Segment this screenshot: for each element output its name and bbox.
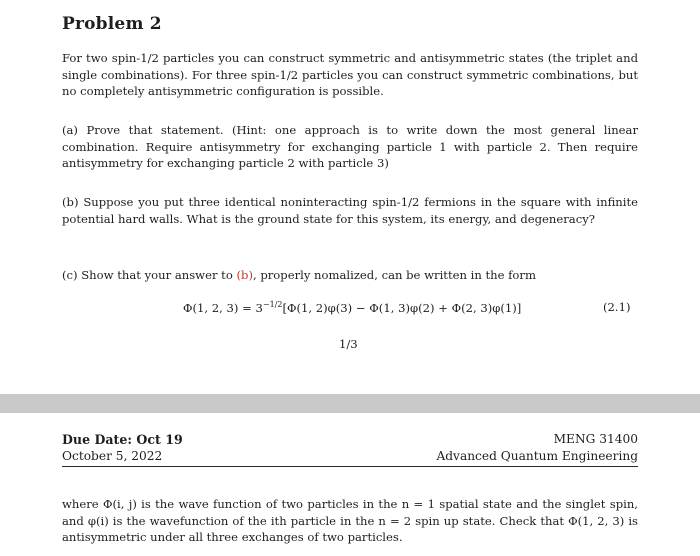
part-b-text: (b) Suppose you put three identical noninteracting spin-1/2 fermions in the square with infinite potential hard walls. What is the ground state for this system, its energy, and degeneracy?: [62, 195, 638, 226]
page-separator: [0, 394, 700, 413]
equation-number: (2.1): [603, 300, 631, 314]
problem-intro: For two spin-1/2 particles you can construct symmetric and antisymmetric states (the triplet and single combinations). For three spin-1/2 particles you can construct symmetric combinations, but no completely antisymmetric configuration is possible.: [62, 51, 638, 98]
part-c-suffix: , properly nomalized, can be written in the form: [252, 268, 536, 282]
part-c-prefix: (c) Show that your answer to: [62, 268, 237, 282]
part-a-text: (a) Prove that statement. (Hint: one approach is to write down the most general linear combination. Require antisymmetry for exchanging particle 1 with particle 2. Then require antisymmetry for exchanging particle 2 with particle 3): [62, 123, 638, 170]
equation-2-1: [183, 300, 521, 315]
continuation-text: where Φ(i, j) is the wave function of two particles in the n = 1 spatial state and the singlet spin, and φ(i) is the wavefunction of the ith particle in the n = 2 spin up state. Check that Φ(1, 2, 3) is antisymmetric under all three exchanges of two particles.: [62, 497, 638, 544]
document-date: October 5, 2022: [62, 449, 163, 463]
course-code: MENG 31400: [553, 432, 638, 446]
part-c-text: [62, 267, 638, 284]
problem-title: Problem 2: [62, 14, 162, 34]
header-divider: [62, 466, 638, 467]
equation-exponent: −1/2: [262, 300, 283, 309]
page-number: 1/3: [339, 337, 358, 351]
equation-rhs: [Φ(1, 2)φ(3) − Φ(1, 3)φ(2) + Φ(2, 3)φ(1)]: [282, 300, 522, 315]
due-date-label: Due Date: Oct 19: [62, 432, 183, 447]
course-name: Advanced Quantum Engineering: [436, 449, 638, 463]
part-b-reference-link[interactable]: (b): [236, 268, 253, 282]
equation-lhs: Φ(1, 2, 3) = 3: [183, 300, 263, 315]
